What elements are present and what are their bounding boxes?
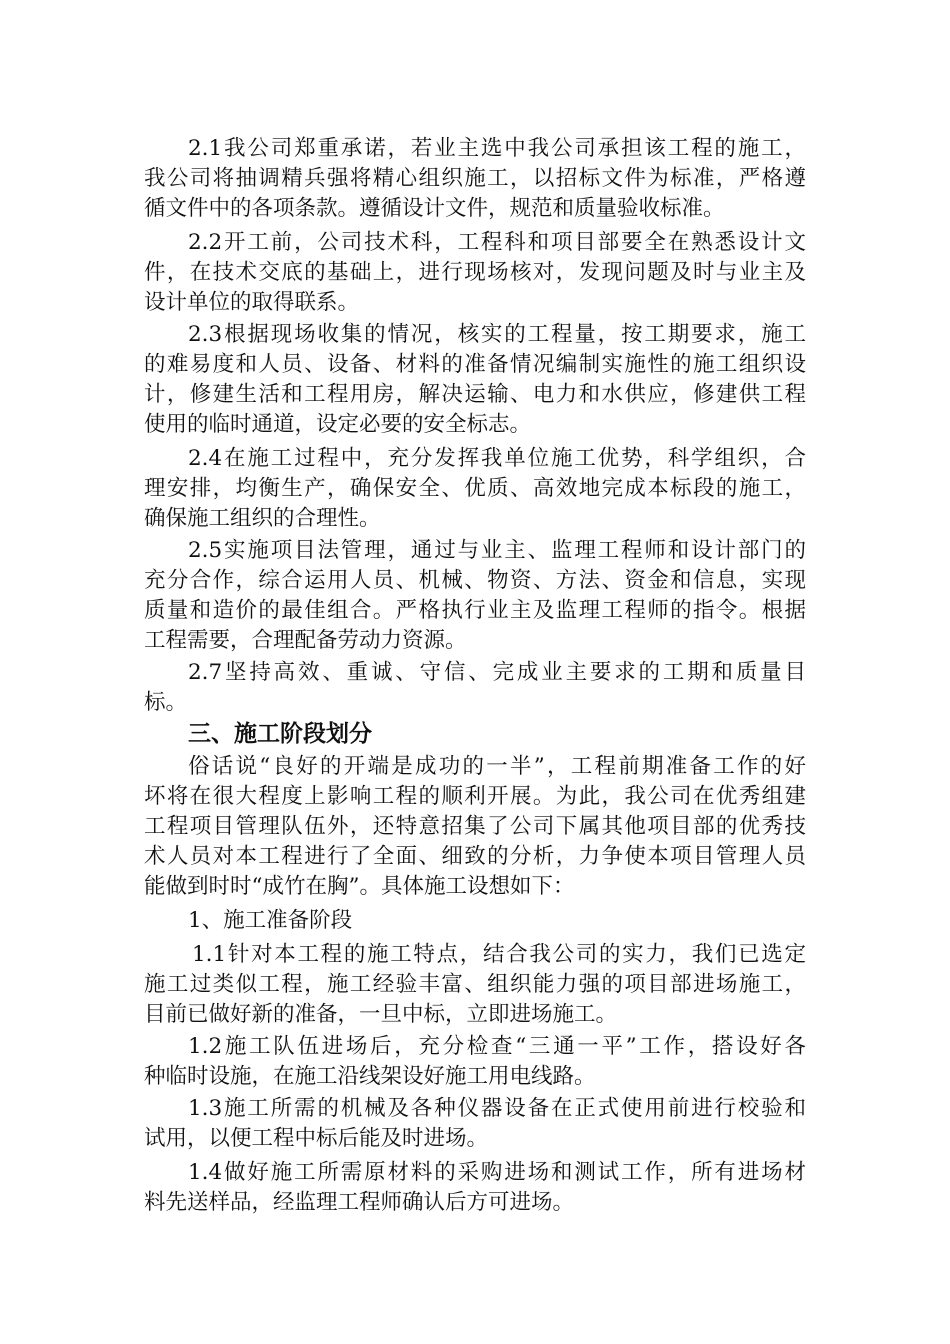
paragraph-line: 2.1我公司郑重承诺，若业主选中我公司承担该工程的施工， <box>188 136 806 161</box>
paragraph-line: 充分合作，综合运用人员、机械、物资、方法、资金和信息，实现 <box>144 568 806 593</box>
paragraph-line: 能做到时时“成竹在胸”。具体施工设想如下： <box>144 874 575 899</box>
paragraph-line: 1.3施工所需的机械及各种仪器设备在正式使用前进行校验和 <box>188 1096 806 1121</box>
paragraph-line: 我公司将抽调精兵强将精心组织施工，以招标文件为标准，严格遵 <box>144 166 806 191</box>
paragraph-line: 的难易度和人员、设备、材料的准备情况编制实施性的施工组织设 <box>144 352 806 377</box>
paragraph-line: 理安排，均衡生产，确保安全、优质、高效地完成本标段的施工， <box>144 476 806 501</box>
paragraph-line: 施工过类似工程，施工经验丰富、组织能力强的项目部进场施工， <box>144 972 806 997</box>
paragraph-line: 循文件中的各项条款。遵循设计文件，规范和质量验收标准。 <box>144 196 725 221</box>
paragraph-line: 术人员对本工程进行了全面、细致的分析，力争使本项目管理人员 <box>144 844 806 869</box>
paragraph-line: 2.3根据现场收集的情况，核实的工程量，按工期要求，施工 <box>188 322 806 347</box>
paragraph-line: 设计单位的取得联系。 <box>144 290 360 315</box>
paragraph-line: 2.2开工前，公司技术科，工程科和项目部要全在熟悉设计文 <box>188 230 806 255</box>
paragraph-line: 试用，以便工程中标后能及时进场。 <box>144 1126 489 1151</box>
paragraph-line: 1.1针对本工程的施工特点，结合我公司的实力，我们已选定 <box>192 942 806 967</box>
paragraph-line: 料先送样品，经监理工程师确认后方可进场。 <box>144 1190 575 1215</box>
paragraph-line: 1.4做好施工所需原材料的采购进场和测试工作，所有进场材 <box>188 1160 806 1185</box>
paragraph-line: 2.7坚持高效、重诚、守信、完成业主要求的工期和质量目 <box>188 660 806 685</box>
paragraph-line: 坏将在很大程度上影响工程的顺利开展。为此，我公司在优秀组建 <box>144 784 806 809</box>
paragraph-line: 2.5实施项目法管理，通过与业主、监理工程师和设计部门的 <box>188 538 806 563</box>
section-heading: 三、施工阶段划分 <box>188 721 372 747</box>
paragraph-line: 计，修建生活和工程用房，解决运输、电力和水供应，修建供工程 <box>144 382 806 407</box>
paragraph-line: 俗话说“良好的开端是成功的一半”，工程前期准备工作的好 <box>188 754 806 779</box>
paragraph-line: 确保施工组织的合理性。 <box>144 506 381 531</box>
paragraph-line: 件，在技术交底的基础上，进行现场核对，发现问题及时与业主及 <box>144 260 806 285</box>
paragraph-line: 标。 <box>144 690 188 715</box>
paragraph-line: 种临时设施，在施工沿线架设好施工用电线路。 <box>144 1064 596 1089</box>
paragraph-line: 使用的临时通道，设定必要的安全标志。 <box>144 412 532 437</box>
paragraph-line: 目前已做好新的准备，一旦中标，立即进场施工。 <box>144 1002 618 1027</box>
paragraph-line: 工程项目管理队伍外，还特意招集了公司下属其他项目部的优秀技 <box>144 814 806 839</box>
subsection-title: 1、施工准备阶段 <box>188 908 353 933</box>
paragraph-line: 工程需要，合理配备劳动力资源。 <box>144 628 467 653</box>
paragraph-line: 2.4在施工过程中，充分发挥我单位施工优势，科学组织，合 <box>188 446 806 471</box>
paragraph-line: 质量和造价的最佳组合。严格执行业主及监理工程师的指令。根据 <box>144 598 806 623</box>
paragraph-line: 1.2施工队伍进场后，充分检查“三通一平”工作，搭设好各 <box>188 1034 806 1059</box>
